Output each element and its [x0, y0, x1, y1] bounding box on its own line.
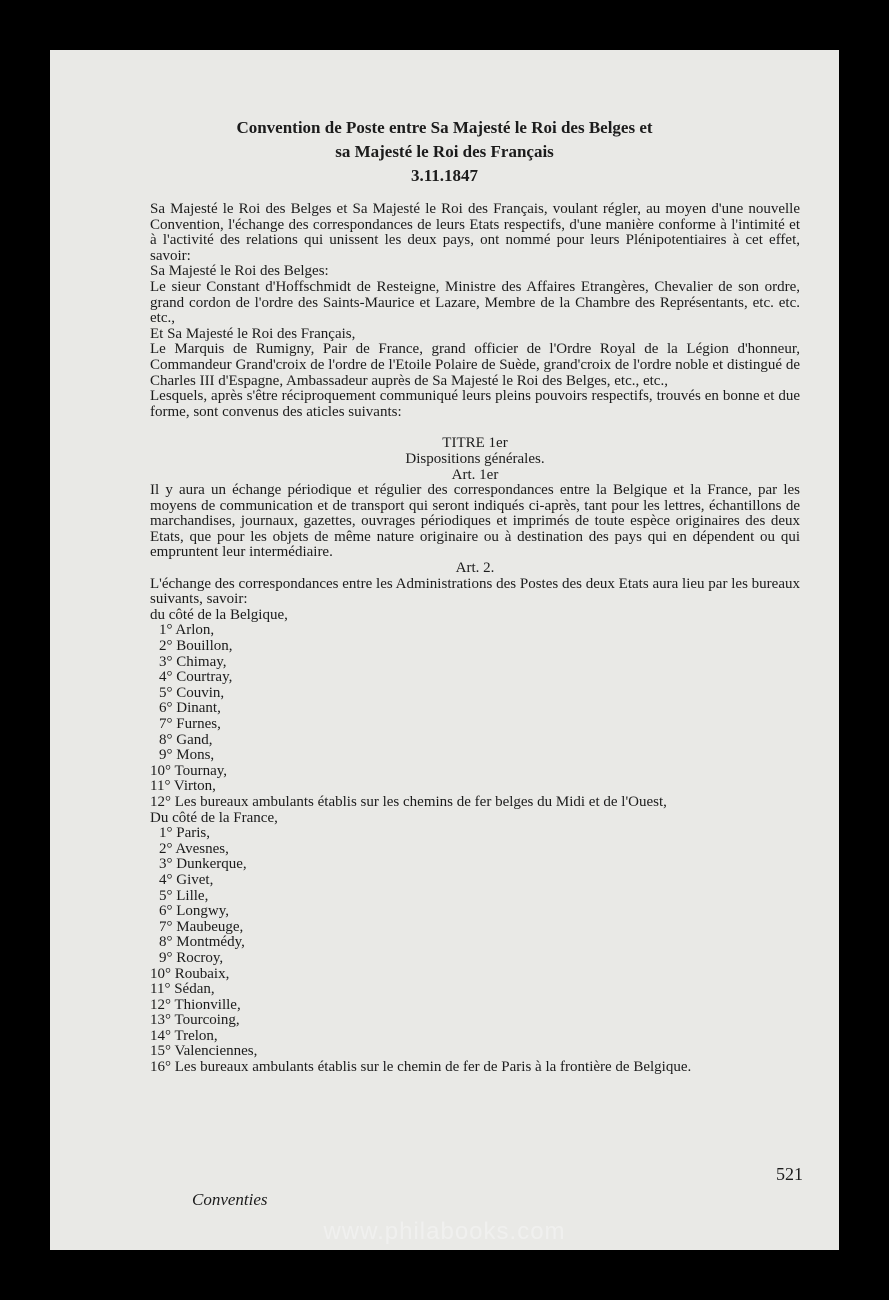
belgique-office-list: [150, 623, 800, 810]
list-item: 8° Montmédy,: [159, 934, 245, 951]
list-item: 16° Les bureaux ambulants établis sur le chemin de fer de Paris à la frontière de Belgique.: [150, 1059, 692, 1076]
preamble-paragraph: Sa Majesté le Roi des Belges:: [150, 263, 329, 280]
document-body: [150, 202, 800, 1076]
list-item: 14° Trelon,: [150, 1027, 218, 1044]
list-item: 4° Courtray,: [159, 669, 233, 686]
list-item: 11° Virton,: [150, 778, 216, 795]
list-item: 11° Sédan,: [150, 981, 215, 998]
list-item: 2° Avesnes,: [159, 840, 229, 857]
list-item: 10° Roubaix,: [150, 965, 230, 982]
titre-heading: TITRE 1er: [442, 435, 508, 452]
preamble-paragraph: Sa Majesté le Roi des Belges et Sa Majesté le Roi des Français, voulant régler, au moyen d'une nouvelle Convention, l'échange des correspondances de leurs Etats respectifs, d'une manière conforme à l'intimité et à l'activité des relations qui unissent les deux pays, ont nommé pour leurs Plénipotentiaires à cet effet, savoir:: [150, 201, 800, 264]
document-title: [50, 116, 839, 188]
list-item: 12° Thionville,: [150, 996, 241, 1013]
preamble-paragraph: Le Marquis de Rumigny, Pair de France, grand officier de l'Ordre Royal de la Légion d'honneur, Commandeur Grand'croix de l'ordre de l'Etoile Polaire de Suède, grand'croix de l'ordre noble et distingué de Charles III d'Espagne, Ambassadeur auprès de Sa Majesté le Roi des Belges, etc., etc.,: [150, 341, 800, 389]
article-1-heading: Art. 1er: [451, 466, 499, 483]
page-number: 521: [776, 1164, 803, 1184]
list-item: 5° Lille,: [159, 887, 209, 904]
list-item: 7° Maubeuge,: [159, 918, 244, 935]
titre-subtitle: Dispositions générales.: [405, 450, 545, 467]
article-2-heading: Art. 2.: [455, 560, 495, 577]
article-2-text: L'échange des correspondances entre les Administrations des Postes des deux Etats aura lieu par les bureaux suivants, savoir:: [150, 575, 800, 608]
list-item: 3° Dunkerque,: [159, 856, 247, 873]
title-date: 3.11.1847: [410, 166, 479, 185]
belgique-heading: du côté de la Belgique,: [150, 606, 288, 623]
list-item: 13° Tourcoing,: [150, 1012, 240, 1029]
list-item: 1° Arlon,: [159, 622, 215, 639]
footer-label: Conventies: [192, 1190, 268, 1209]
list-item: 5° Couvin,: [159, 684, 225, 701]
watermark: www.philabooks.com: [323, 1218, 566, 1245]
list-item: 10° Tournay,: [150, 762, 228, 779]
title-line-2: sa Majesté le Roi des Français: [335, 142, 554, 161]
list-item: 9° Rocroy,: [159, 949, 224, 966]
list-item: 1° Paris,: [159, 825, 210, 842]
list-item: 7° Furnes,: [159, 716, 221, 732]
list-item: 3° Chimay,: [159, 653, 227, 670]
list-item: 4° Givet,: [159, 871, 214, 888]
france-office-list: [150, 826, 800, 1076]
document-page: [50, 50, 839, 1250]
list-item: 9° Mons,: [159, 747, 215, 764]
preamble-paragraph: Lesquels, après s'être réciproquement communiqué leurs pleins pouvoirs respectifs, trouvés en bonne et due forme, sont convenus des aticles suivants:: [150, 388, 800, 420]
france-heading: Du côté de la France,: [150, 809, 278, 826]
preamble-paragraph: Le sieur Constant d'Hoffschmidt de Resteigne, Ministre des Affaires Etrangères, Chevalier de son ordre, grand cordon de l'ordre des Saints-Maurice et Lazare, Membre de la Chambre des Représentants, etc. etc. etc.,: [150, 278, 800, 327]
list-item: 6° Dinant,: [159, 700, 221, 717]
list-item: 12° Les bureaux ambulants établis sur les chemins de fer belges du Midi et de l'Ouest,: [150, 793, 667, 810]
preamble-paragraph: Et Sa Majesté le Roi des Français,: [150, 325, 356, 342]
list-item: 2° Bouillon,: [159, 638, 233, 655]
list-item: 6° Longwy,: [159, 903, 230, 920]
article-1-text: Il y aura un échange périodique et régulier des correspondances entre la Belgique et la France, par les moyens de communication et de transport qui seront indiqués ci-après, tant pour les lettres, échantillons de marchandises, journaux, gazettes, ouvrages périodiques et imprimés de toute espèce originaires des deux Etats, que pour les objets de même nature originaire ou à destination des pays qui en dépendent ou qui empruntent leur intermédiaire.: [150, 482, 800, 561]
title-line-1: Convention de Poste entre Sa Majesté le Roi des Belges et: [236, 118, 653, 137]
list-item: 15° Valenciennes,: [150, 1043, 258, 1060]
list-item: 8° Gand,: [159, 731, 213, 748]
